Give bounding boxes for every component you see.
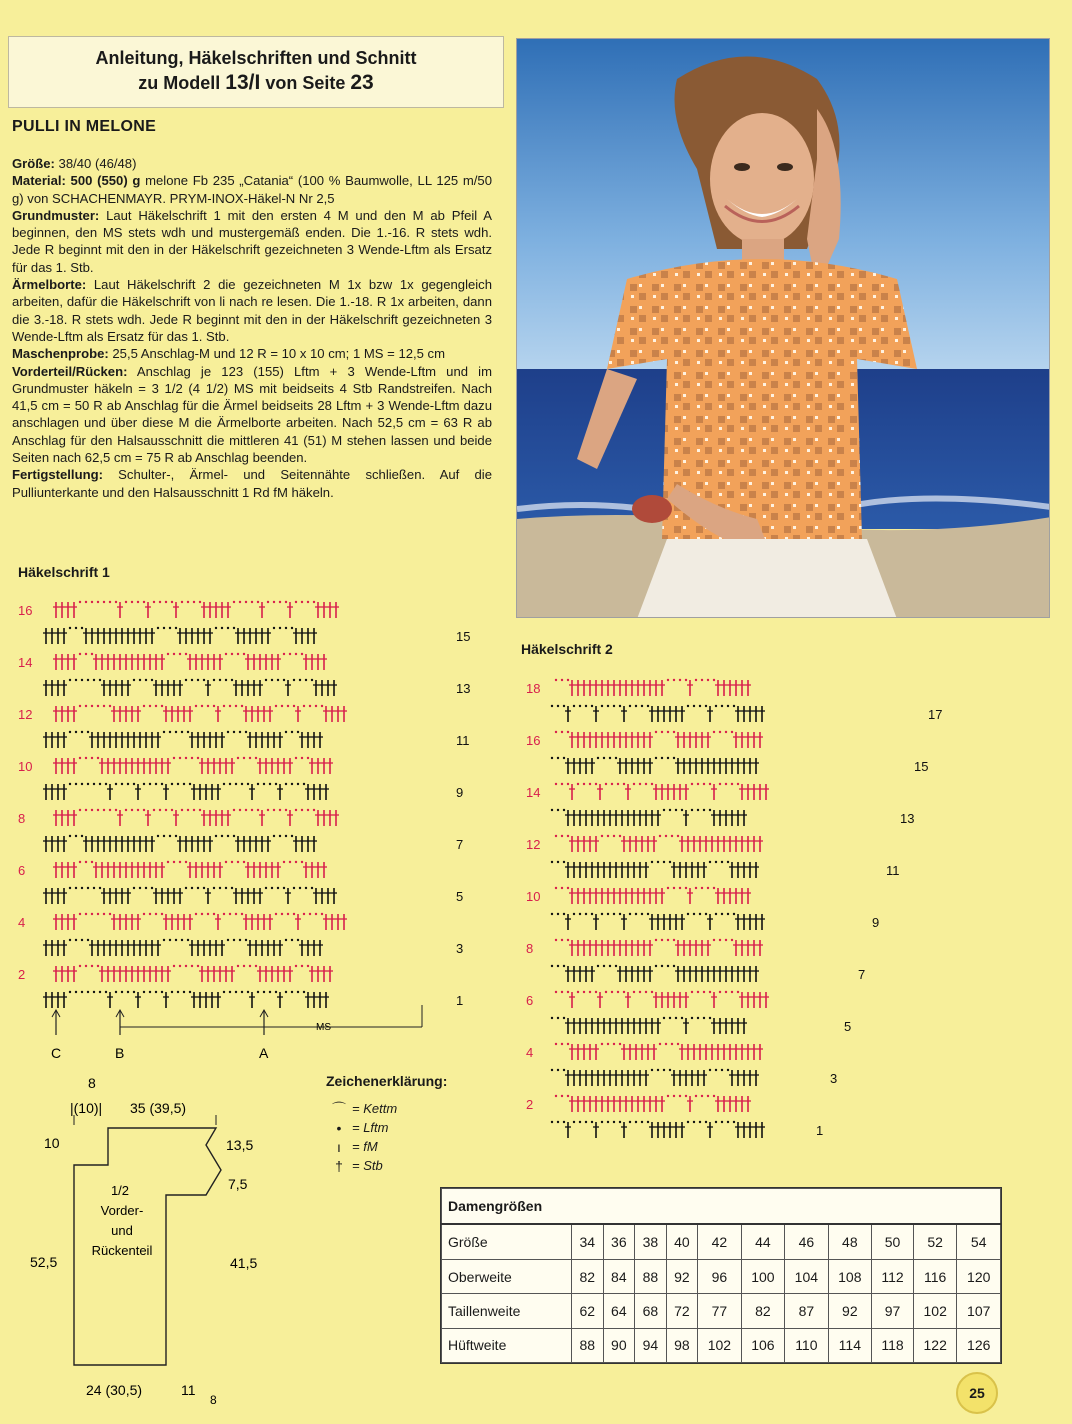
stitch-row	[551, 705, 765, 722]
table-cell: 102	[698, 1328, 741, 1362]
stitch-row	[43, 835, 317, 852]
legend-title: Zeichenerklärung:	[326, 1073, 448, 1089]
row-number: 14	[526, 785, 541, 800]
row-number: 12	[18, 707, 33, 722]
dim-label: 10	[44, 1135, 60, 1151]
table-cell: 102	[913, 1294, 956, 1328]
table-cell: 40	[666, 1224, 698, 1259]
table-cell: 108	[828, 1259, 871, 1293]
table-cell: 54	[957, 1224, 1001, 1259]
header-mid: von Seite	[265, 73, 346, 93]
instructions-text	[12, 155, 492, 501]
table-cell: 120	[957, 1259, 1001, 1293]
table-cell: 42	[698, 1224, 741, 1259]
stitch-row	[43, 627, 317, 644]
table-cell: 90	[603, 1328, 635, 1362]
table-cell: 88	[635, 1259, 667, 1293]
row-number: 11	[456, 733, 470, 748]
dim-label: |(10)|	[70, 1100, 103, 1116]
model-photo	[516, 38, 1050, 618]
header-prefix: zu Modell	[138, 73, 221, 93]
header-line-1: Anleitung, Häkelschriften und Schnitt	[95, 48, 417, 68]
piece-label: Vorder-	[100, 1203, 144, 1218]
row-number: 3	[456, 941, 464, 956]
instruction-paragraph: Vorderteil/Rücken: Anschlag je 123 (155) Lftm + 3 Wende-Lftm und im Grundmuster häkeln = 3 1/2 (4 1/2) MS mit beidseits 4 Stb Randstreifen. Nach 41,5 cm = 50 R ab Anschlag für die Ärmel beidseits 28 Lftm + 3 Wende-Lftm dazu anschlagen und über diese M die Ärmelborte arbeiten. Nach 52,5 cm = 63 R ab Anschlag für den Halsausschnitt die mittleren 41 (51) M stehen lassen und beide Seiten nach 62,5 cm = 75 R ab Anschlag beenden.	[12, 363, 492, 466]
instruction-paragraph: Fertigstellung: Schulter-, Ärmel- und Seitennähte schließen. Auf die Pulliunterkante und den Halsausschnitt 1 Rd fM häkeln.	[12, 467, 492, 500]
instructions-header	[8, 36, 504, 108]
row-number: 10	[18, 759, 33, 774]
stitch-row	[551, 1121, 765, 1138]
stitch-row	[43, 679, 337, 696]
table-cell: 116	[913, 1259, 956, 1293]
table-row: Taillenweite 62 64 68 72 77 82 87 92 97 102 107	[442, 1294, 1001, 1328]
arrow-marker-label: B	[115, 1045, 125, 1061]
stitch-row	[551, 1069, 759, 1086]
stitch-row	[43, 783, 329, 800]
table-row: Oberweite 82 84 88 92 96 100 104 108 112 116 120	[442, 1259, 1001, 1293]
chart1-title: Häkelschrift 1	[18, 564, 110, 580]
dim-label: 35 (39,5)	[130, 1100, 187, 1116]
piece-label: 1/2	[110, 1183, 130, 1198]
stitch-row	[551, 809, 747, 826]
row-number: 18	[526, 681, 541, 696]
stitch-row	[53, 601, 339, 618]
dim-label: 52,5	[30, 1254, 58, 1270]
piece-label: und	[111, 1223, 133, 1238]
instruction-paragraph: Ärmelborte: Laut Häkelschrift 2 die gezeichneten M 1x bzw 1x gegengleich arbeiten, dafür die Häkelschrift von li nach re lesen. Die 1.-18. R 1x arbeiten, dann die 3.-18. R stets wdh. Jede R beginnt mit den in der Häkelschrift gezeichneten 3 Wende-Lftm als Ersatz für das 1. Stb.	[12, 277, 492, 344]
row-number: 6	[526, 993, 534, 1008]
table-cell: 77	[698, 1294, 741, 1328]
table-cell: 84	[603, 1259, 635, 1293]
row-number: 16	[18, 603, 33, 618]
table-cell: 92	[666, 1259, 698, 1293]
dim-label: 8	[88, 1075, 96, 1091]
table-cell: 100	[741, 1259, 784, 1293]
dim-label: 7,5	[228, 1176, 248, 1192]
stitch-row	[43, 991, 329, 1008]
garment-schematic	[26, 1075, 286, 1405]
table-cell: 114	[828, 1328, 871, 1362]
row-number: 15	[914, 759, 929, 774]
table-cell: 112	[872, 1259, 914, 1293]
crochet-chart-1	[10, 580, 490, 1070]
header-line-2	[9, 70, 503, 96]
fm-icon: ı	[337, 1138, 341, 1155]
stitch-row	[555, 1043, 763, 1060]
table-cell: 98	[666, 1328, 698, 1362]
stb-icon: †	[335, 1157, 343, 1174]
stitch-row	[555, 887, 751, 904]
dim-label: 41,5	[230, 1255, 258, 1271]
row-number: 11	[886, 863, 900, 878]
row-number: 9	[456, 785, 464, 800]
table-cell: 82	[741, 1294, 784, 1328]
row-number: 8	[18, 811, 26, 826]
legend-item: ı = fM	[326, 1137, 496, 1156]
row-number: 7	[858, 967, 866, 982]
stitch-row	[53, 965, 333, 982]
table-cell: 62	[572, 1294, 604, 1328]
table-row: Größe 34 36 38 40 42 44 46 48 50 52 54	[442, 1224, 1001, 1259]
row-number: 15	[456, 629, 471, 644]
row-number: 5	[844, 1019, 852, 1034]
instruction-paragraph: Grundmuster: Laut Häkelschrift 1 mit den ersten 4 M und den M ab Pfeil A beginnen, den MS stets wdh und mustergemäß enden. Die 1.-16. R stets wdh. Jede R beginnt mit den in der Häkelschrift gezeichneten 3 Wende-Lftm als Ersatz für das 1. Stb.	[12, 207, 492, 275]
table-cell: 48	[828, 1224, 871, 1259]
row-number: 13	[900, 811, 915, 826]
ms-label: MS	[316, 1022, 331, 1033]
table-cell: 88	[572, 1328, 604, 1362]
stitch-row	[555, 1095, 751, 1112]
table-cell: 34	[572, 1224, 604, 1259]
table-cell: 97	[872, 1294, 914, 1328]
table-cell: 122	[913, 1328, 956, 1362]
stitch-row	[53, 705, 347, 722]
instruction-paragraph: Maschenprobe: 25,5 Anschlag-M und 12 R = 10 x 10 cm; 1 MS = 12,5 cm	[12, 346, 446, 362]
dim-label: 8	[210, 1393, 217, 1405]
model-number: 13/I	[225, 71, 261, 94]
stitch-row	[43, 939, 323, 956]
row-number: 1	[816, 1123, 824, 1138]
photo-illustration	[517, 39, 1050, 618]
stitch-row	[53, 757, 333, 774]
stitch-row	[43, 887, 337, 904]
stitch-row	[551, 1017, 747, 1034]
dim-label: 24 (30,5)	[86, 1382, 143, 1398]
table-cell: 110	[785, 1328, 828, 1362]
size-table-title: Damengrößen	[442, 1189, 1001, 1224]
stitch-row	[551, 861, 759, 878]
row-number: 14	[18, 655, 33, 670]
table-cell: 36	[603, 1224, 635, 1259]
symbol-legend	[326, 1073, 496, 1175]
row-number: 4	[18, 915, 26, 930]
dim-label: 11	[181, 1382, 196, 1398]
table-cell: 68	[635, 1294, 667, 1328]
row-number: 9	[872, 915, 880, 930]
row-number: 13	[456, 681, 471, 696]
table-cell: 118	[872, 1328, 914, 1362]
table-cell: 52	[913, 1224, 956, 1259]
legend-item: ⌒ = Kettm	[326, 1099, 496, 1118]
piece-label: Rückenteil	[91, 1243, 153, 1258]
table-cell: 106	[741, 1328, 784, 1362]
table-cell: 104	[785, 1259, 828, 1293]
stitch-row	[551, 757, 759, 774]
table-cell: 94	[635, 1328, 667, 1362]
row-number: 17	[928, 707, 943, 722]
table-cell: 44	[741, 1224, 784, 1259]
stitch-row	[555, 939, 763, 956]
table-cell: 46	[785, 1224, 828, 1259]
arrow-marker-label: A	[259, 1045, 269, 1061]
table-cell: 82	[572, 1259, 604, 1293]
legend-item: • = Lftm	[326, 1118, 496, 1137]
chart2-title: Häkelschrift 2	[521, 641, 613, 657]
table-cell: 107	[957, 1294, 1001, 1328]
size-table	[440, 1187, 1002, 1364]
row-number: 8	[526, 941, 534, 956]
size-table-grid	[441, 1188, 1001, 1363]
stitch-row	[551, 913, 765, 930]
table-row: Hüftweite 88 90 94 98 102 106 110 114 118 122 126	[442, 1328, 1001, 1362]
stitch-row	[555, 679, 751, 696]
stitch-row	[53, 861, 327, 878]
lftm-icon: •	[336, 1119, 342, 1136]
table-cell: 50	[872, 1224, 914, 1259]
page-reference: 23	[350, 71, 374, 94]
row-number: 2	[18, 967, 26, 982]
row-number: 5	[456, 889, 464, 904]
table-cell: 64	[603, 1294, 635, 1328]
legend-item: † = Stb	[326, 1156, 496, 1175]
row-number: 6	[18, 863, 26, 878]
row-number: 7	[456, 837, 464, 852]
row-number: 3	[830, 1071, 838, 1086]
pattern-title: PULLI IN MELONE	[12, 118, 157, 135]
instruction-paragraph: Größe: 38/40 (46/48)	[12, 156, 137, 171]
row-number: 4	[526, 1045, 534, 1060]
row-number: 1	[456, 993, 464, 1008]
stitch-row	[555, 731, 763, 748]
stitch-row	[53, 809, 339, 826]
stitch-row	[555, 783, 769, 800]
table-cell: 38	[635, 1224, 667, 1259]
stitch-row	[551, 965, 759, 982]
stitch-row	[555, 835, 763, 852]
dim-label: 13,5	[226, 1137, 254, 1153]
stitch-row	[555, 991, 769, 1008]
row-number: 10	[526, 889, 541, 904]
table-cell: 72	[666, 1294, 698, 1328]
page-number: 25	[956, 1372, 998, 1414]
stitch-row	[53, 653, 327, 670]
table-cell: 87	[785, 1294, 828, 1328]
table-cell: 96	[698, 1259, 741, 1293]
table-cell: 126	[957, 1328, 1001, 1362]
row-number: 12	[526, 837, 541, 852]
crochet-chart-2	[516, 660, 996, 1150]
arrow-marker-label: C	[51, 1045, 62, 1061]
row-number: 16	[526, 733, 541, 748]
table-cell: 92	[828, 1294, 871, 1328]
stitch-row	[53, 913, 347, 930]
row-number: 2	[526, 1097, 534, 1112]
instruction-paragraph: Material: 500 (550) g melone Fb 235 „Catania“ (100 % Baumwolle, LL 125 m/50 g) von SCHACHENMAYR. PRYM-INOX-Häkel-N Nr 2,5	[12, 173, 492, 206]
kettm-icon: ⌒	[332, 1100, 346, 1117]
stitch-row	[43, 731, 323, 748]
